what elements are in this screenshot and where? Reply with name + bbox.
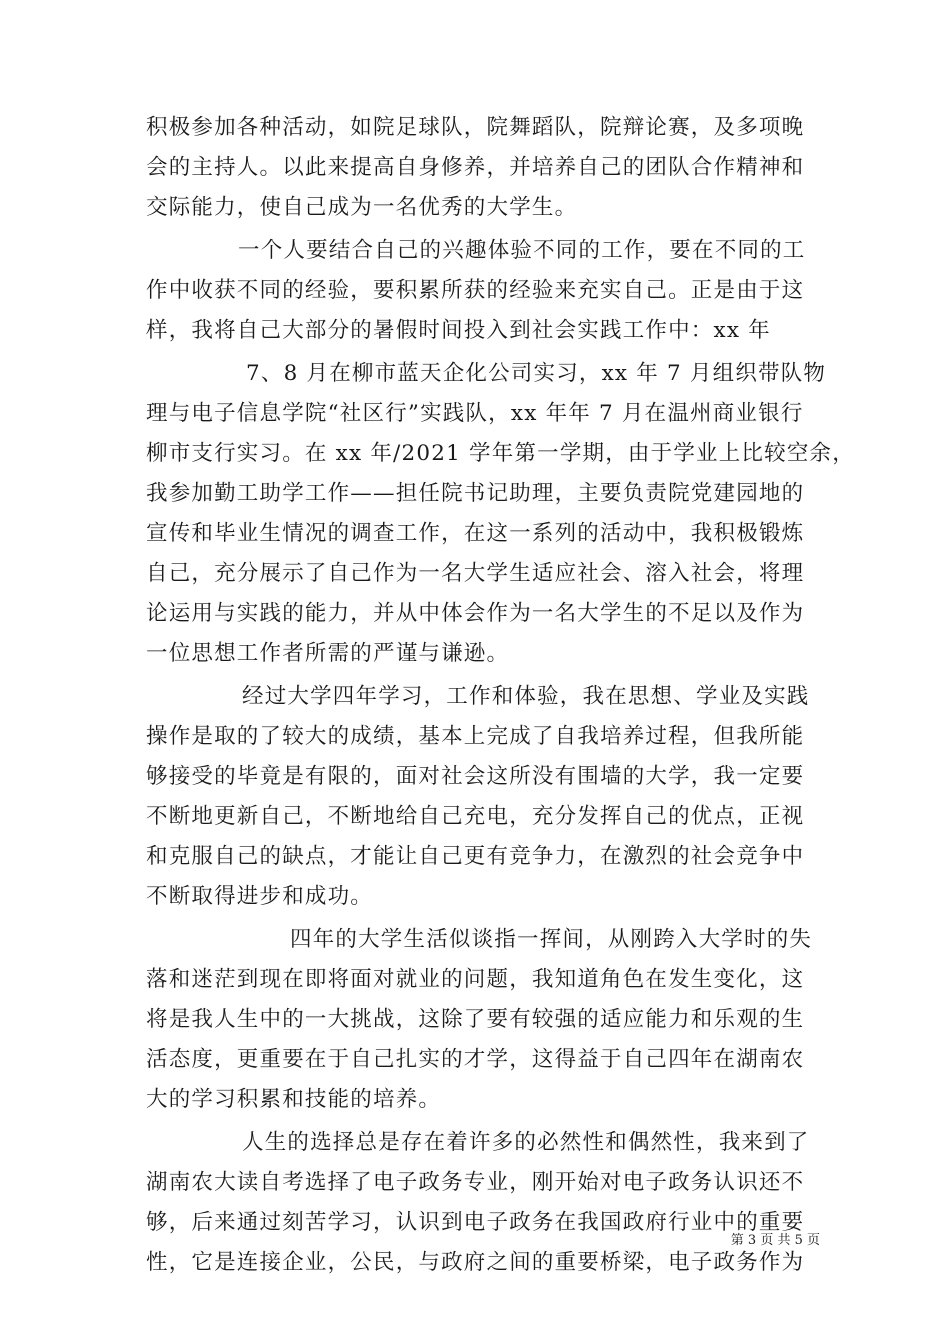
text-line: 我参加勤工助学工作——担任院书记助理，主要负责院党建园地的 (146, 481, 805, 506)
page-number: 第 3 页 共 5 页 (730, 1233, 820, 1248)
text-line: 一位思想工作者所需的严谨与谦逊。 (146, 641, 510, 666)
paragraph (146, 354, 855, 674)
text-line: 落和迷茫到现在即将面对就业的问题，我知道角色在发生变化，这 (146, 967, 805, 992)
text-line: 经过大学四年学习，工作和体验，我在思想、学业及实践 (242, 684, 810, 709)
text-line: 宣传和毕业生情况的调查工作，在这一系列的活动中，我积极锻炼 (146, 521, 805, 546)
text-line: 活态度，更重要在于自己扎实的才学，这得益于自己四年在湖南农 (146, 1047, 805, 1072)
text-line: 人生的选择总是存在着许多的必然性和偶然性，我来到了 (242, 1130, 810, 1155)
text-line: 不断地更新自己，不断地给自己充电，充分发挥自己的优点，正视 (146, 804, 805, 829)
paragraph (146, 231, 826, 351)
text-line: 自己，充分展示了自己作为一名大学生适应社会、溶入社会，将理 (146, 561, 805, 586)
text-line: 四年的大学生活似谈指一挥间，从刚跨入大学时的失 (290, 927, 813, 952)
text-line: 够接受的毕竟是有限的，面对社会这所没有围墙的大学，我一定要 (146, 764, 805, 789)
text-line: 湖南农大读自考选择了电子政务专业，刚开始对电子政务认识还不 (146, 1170, 805, 1195)
text-line: 会的主持人。以此来提高自身修养，并培养自己的团队合作精神和 (146, 155, 805, 180)
text-line: 大的学习积累和技能的培养。 (146, 1087, 442, 1112)
document-body (146, 108, 855, 1283)
text-line: 作中收获不同的经验，要积累所获的经验来充实自己。正是由于这 (146, 278, 805, 303)
paragraph (146, 108, 826, 228)
paragraph (146, 1123, 826, 1283)
text-line: 柳市支行实习。在 xx 年/2021 学年第一学期，由于学业上比较空余， (146, 441, 855, 466)
text-line: 理与电子信息学院“社区行”实践队，xx 年年 7 月在温州商业银行 (146, 401, 804, 426)
text-line: 7、8 月在柳市蓝天企化公司实习，xx 年 7 月组织带队物 (246, 361, 827, 386)
text-line: 和克服自己的缺点，才能让自己更有竞争力，在激烈的社会竞争中 (146, 844, 805, 869)
text-line: 不断取得进步和成功。 (146, 884, 374, 909)
text-line: 性，它是连接企业，公民，与政府之间的重要桥梁，电子政务作为 (146, 1250, 805, 1275)
paragraph (146, 677, 826, 917)
text-line: 一个人要结合自己的兴趣体验不同的工作，要在不同的工 (238, 238, 806, 263)
text-line: 将是我人生中的一大挑战，这除了要有较强的适应能力和乐观的生 (146, 1007, 805, 1032)
text-line: 论运用与实践的能力，并从中体会作为一名大学生的不足以及作为 (146, 601, 805, 626)
text-line: 操作是取的了较大的成绩，基本上完成了自我培养过程，但我所能 (146, 724, 805, 749)
text-line: 够，后来通过刻苦学习，认识到电子政务在我国政府行业中的重要 (146, 1210, 805, 1235)
text-line: 交际能力，使自己成为一名优秀的大学生。 (146, 195, 578, 220)
text-line: 积极参加各种活动，如院足球队，院舞蹈队，院辩论赛，及多项晚 (146, 115, 805, 140)
text-line: 样，我将自己大部分的暑假时间投入到社会实践工作中：xx 年 (146, 318, 771, 343)
paragraph (146, 920, 826, 1120)
